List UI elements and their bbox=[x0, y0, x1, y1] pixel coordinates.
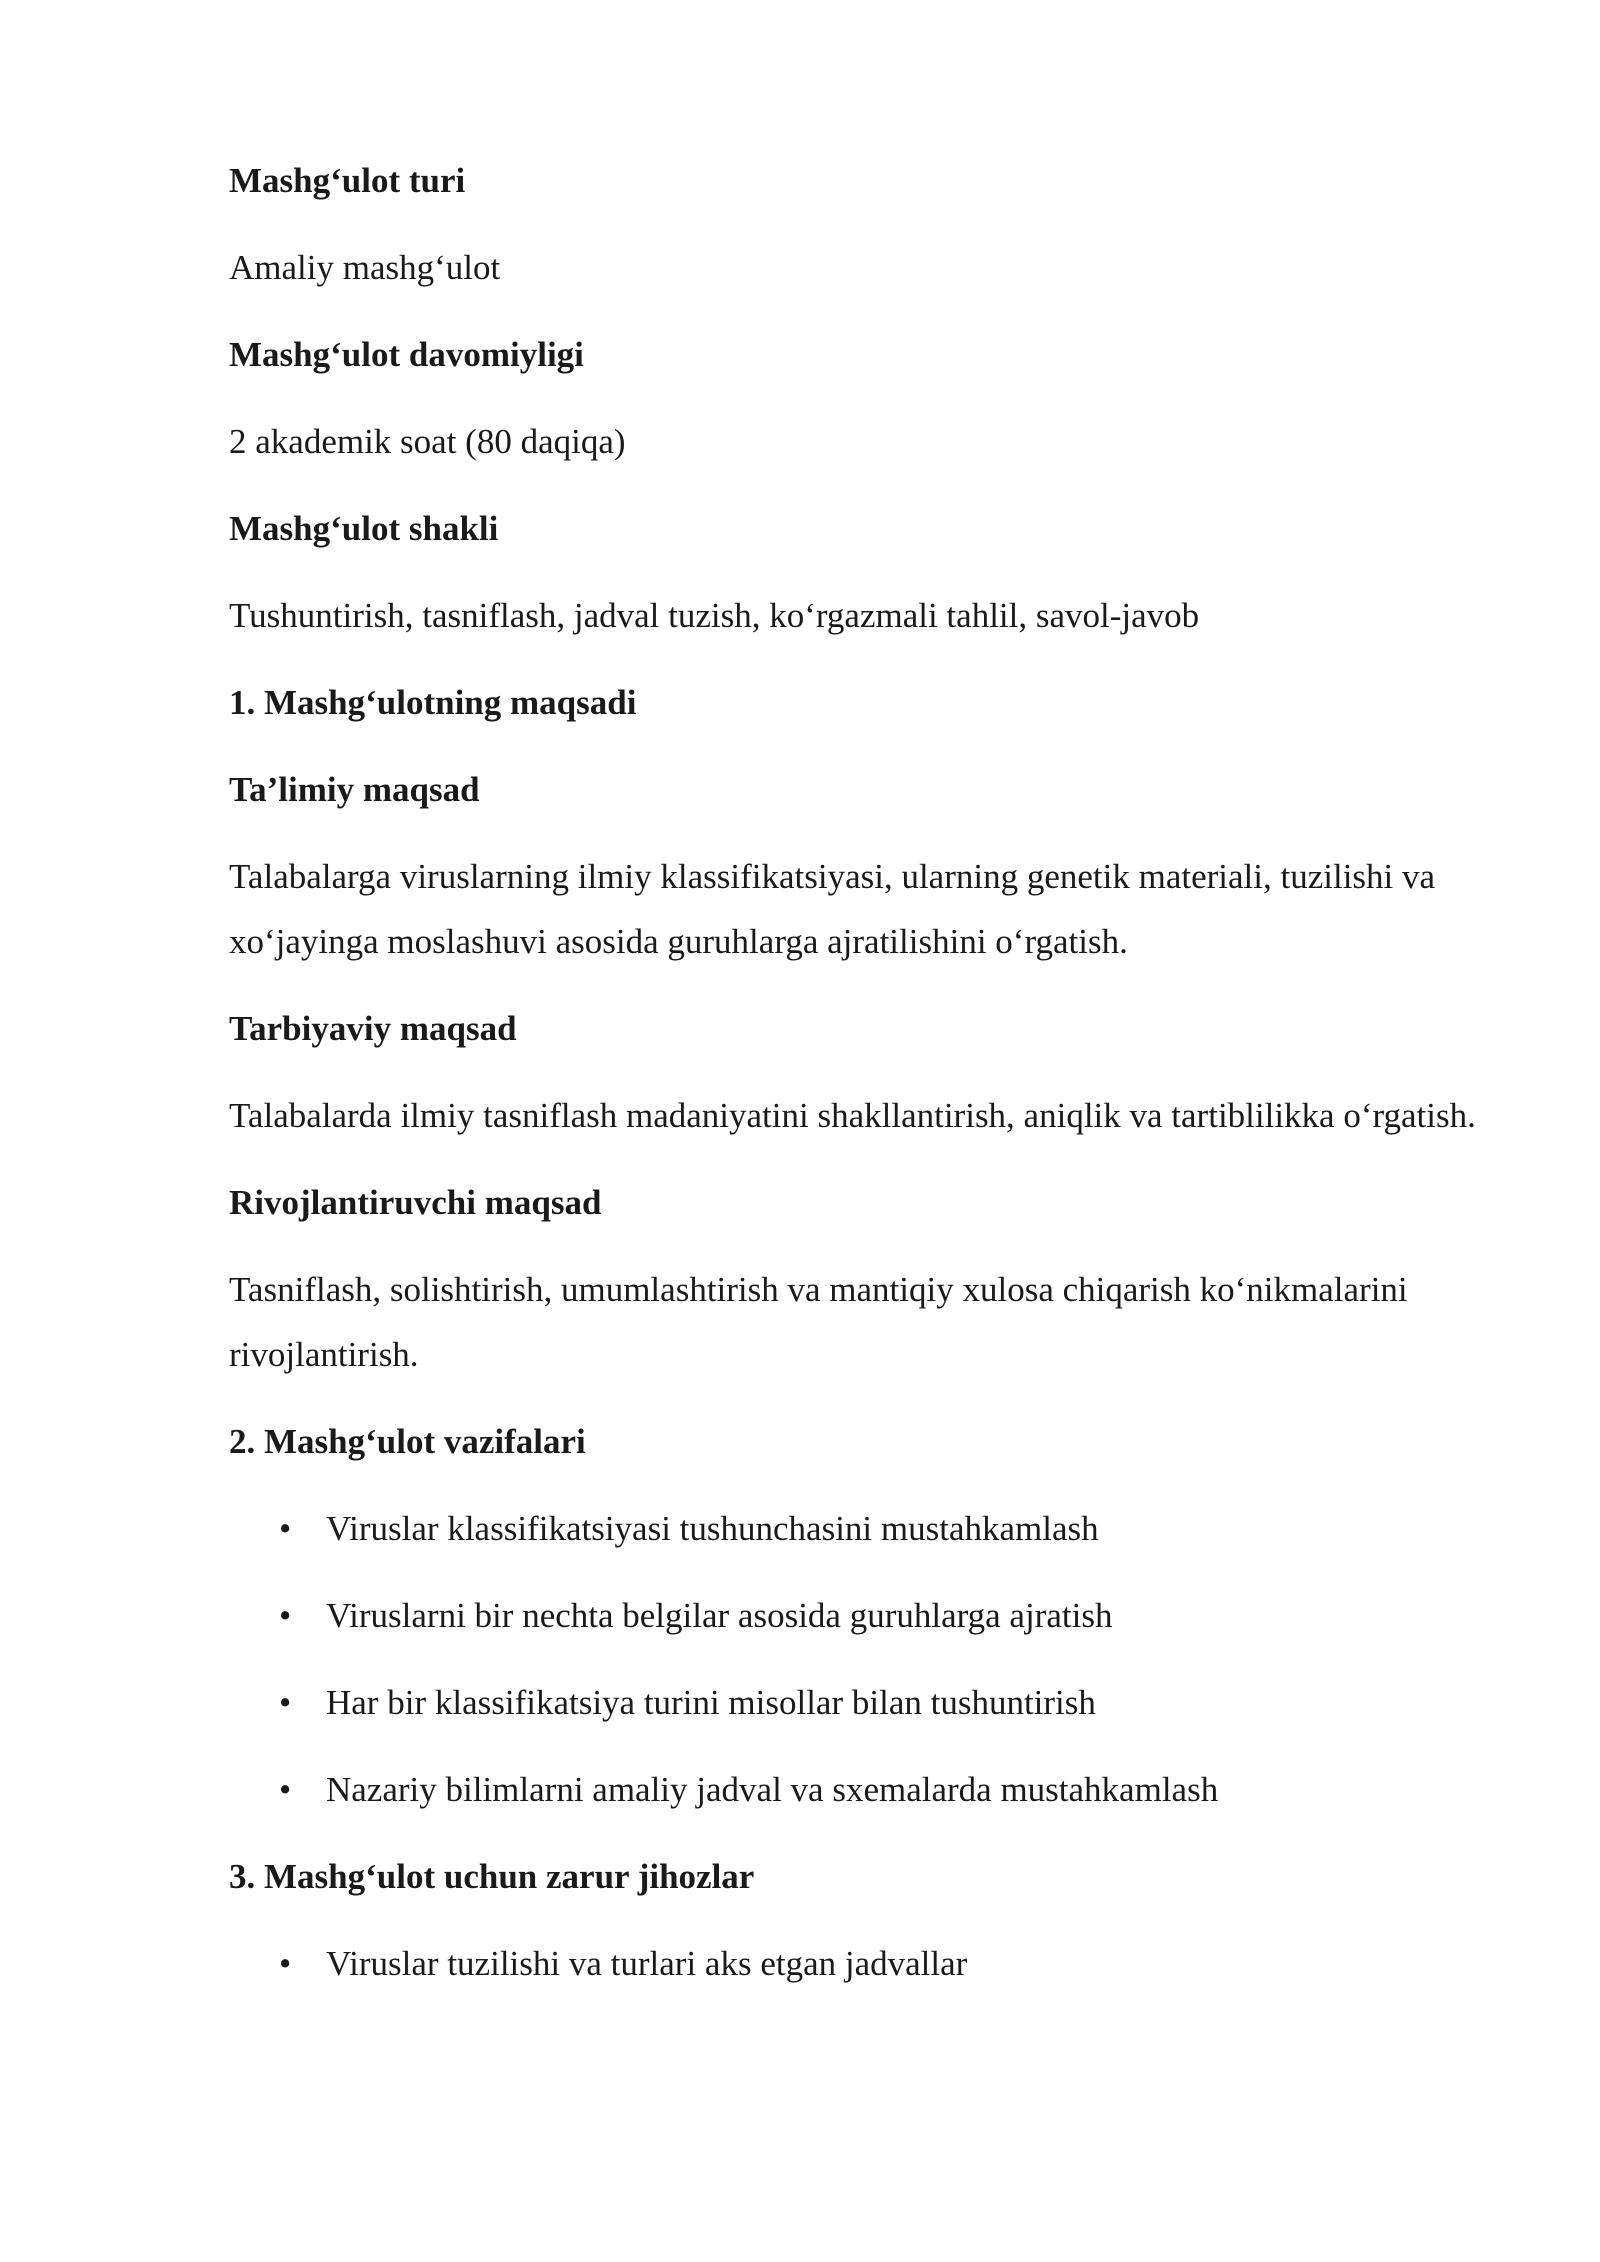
document-page bbox=[229, 148, 1499, 2018]
list-item bbox=[229, 1583, 1499, 1648]
list-item-text: Har bir klassifikatsiya turini misollar bilan tushuntirish bbox=[326, 1683, 1096, 1722]
text-developmental-goal: Tasniflash, solishtirish, umumlashtirish va mantiqiy xulosa chiqarish ko‘nikmalarini rivojlantirish. bbox=[229, 1270, 1408, 1374]
list-item-text: Viruslar tuzilishi va turlari aks etgan jadvallar bbox=[326, 1944, 968, 1983]
heading-lesson-type: Mashg‘ulot turi bbox=[229, 161, 466, 200]
bullet-icon: • bbox=[279, 1509, 292, 1548]
heading-lesson-goal: 1. Mashg‘ulotning maqsadi bbox=[229, 683, 637, 722]
text-lesson-form: Tushuntirish, tasniflash, jadval tuzish, ko‘rgazmali tahlil, savol-javob bbox=[229, 596, 1200, 635]
list-item bbox=[229, 1757, 1499, 1822]
bullet-icon: • bbox=[279, 1944, 292, 1983]
heading-equipment: 3. Mashg‘ulot uchun zarur jihozlar bbox=[229, 1857, 755, 1896]
list-item bbox=[229, 1670, 1499, 1735]
tasks-list bbox=[229, 1496, 1499, 1822]
heading-lesson-form: Mashg‘ulot shakli bbox=[229, 509, 499, 548]
heading-developmental-goal: Rivojlantiruvchi maqsad bbox=[229, 1183, 602, 1222]
equipment-list bbox=[229, 1931, 1499, 1996]
text-upbringing-goal: Talabalarda ilmiy tasniflash madaniyatini shakllantirish, aniqlik va tartiblilikka o‘rgatish. bbox=[229, 1096, 1476, 1135]
bullet-icon: • bbox=[279, 1770, 292, 1809]
bullet-icon: • bbox=[279, 1596, 292, 1635]
text-lesson-type: Amaliy mashg‘ulot bbox=[229, 248, 501, 287]
list-item-text: Viruslarni bir nechta belgilar asosida guruhlarga ajratish bbox=[326, 1596, 1113, 1635]
list-item bbox=[229, 1931, 1499, 1996]
bullet-icon: • bbox=[279, 1683, 292, 1722]
text-lesson-duration: 2 akademik soat (80 daqiqa) bbox=[229, 422, 626, 461]
text-educational-goal: Talabalarga viruslarning ilmiy klassifikatsiyasi, ularning genetik materiali, tuzilishi va xo‘jayinga moslashuvi asosida guruhlarga ajratilishini o‘rgatish. bbox=[229, 857, 1436, 961]
heading-upbringing-goal: Tarbiyaviy maqsad bbox=[229, 1009, 517, 1048]
list-item-text: Viruslar klassifikatsiyasi tushunchasini mustahkamlash bbox=[326, 1509, 1099, 1548]
heading-educational-goal: Ta’limiy maqsad bbox=[229, 770, 480, 809]
list-item-text: Nazariy bilimlarni amaliy jadval va sxemalarda mustahkamlash bbox=[326, 1770, 1219, 1809]
list-item bbox=[229, 1496, 1499, 1561]
heading-lesson-duration: Mashg‘ulot davomiyligi bbox=[229, 335, 584, 374]
heading-lesson-tasks: 2. Mashg‘ulot vazifalari bbox=[229, 1422, 586, 1461]
